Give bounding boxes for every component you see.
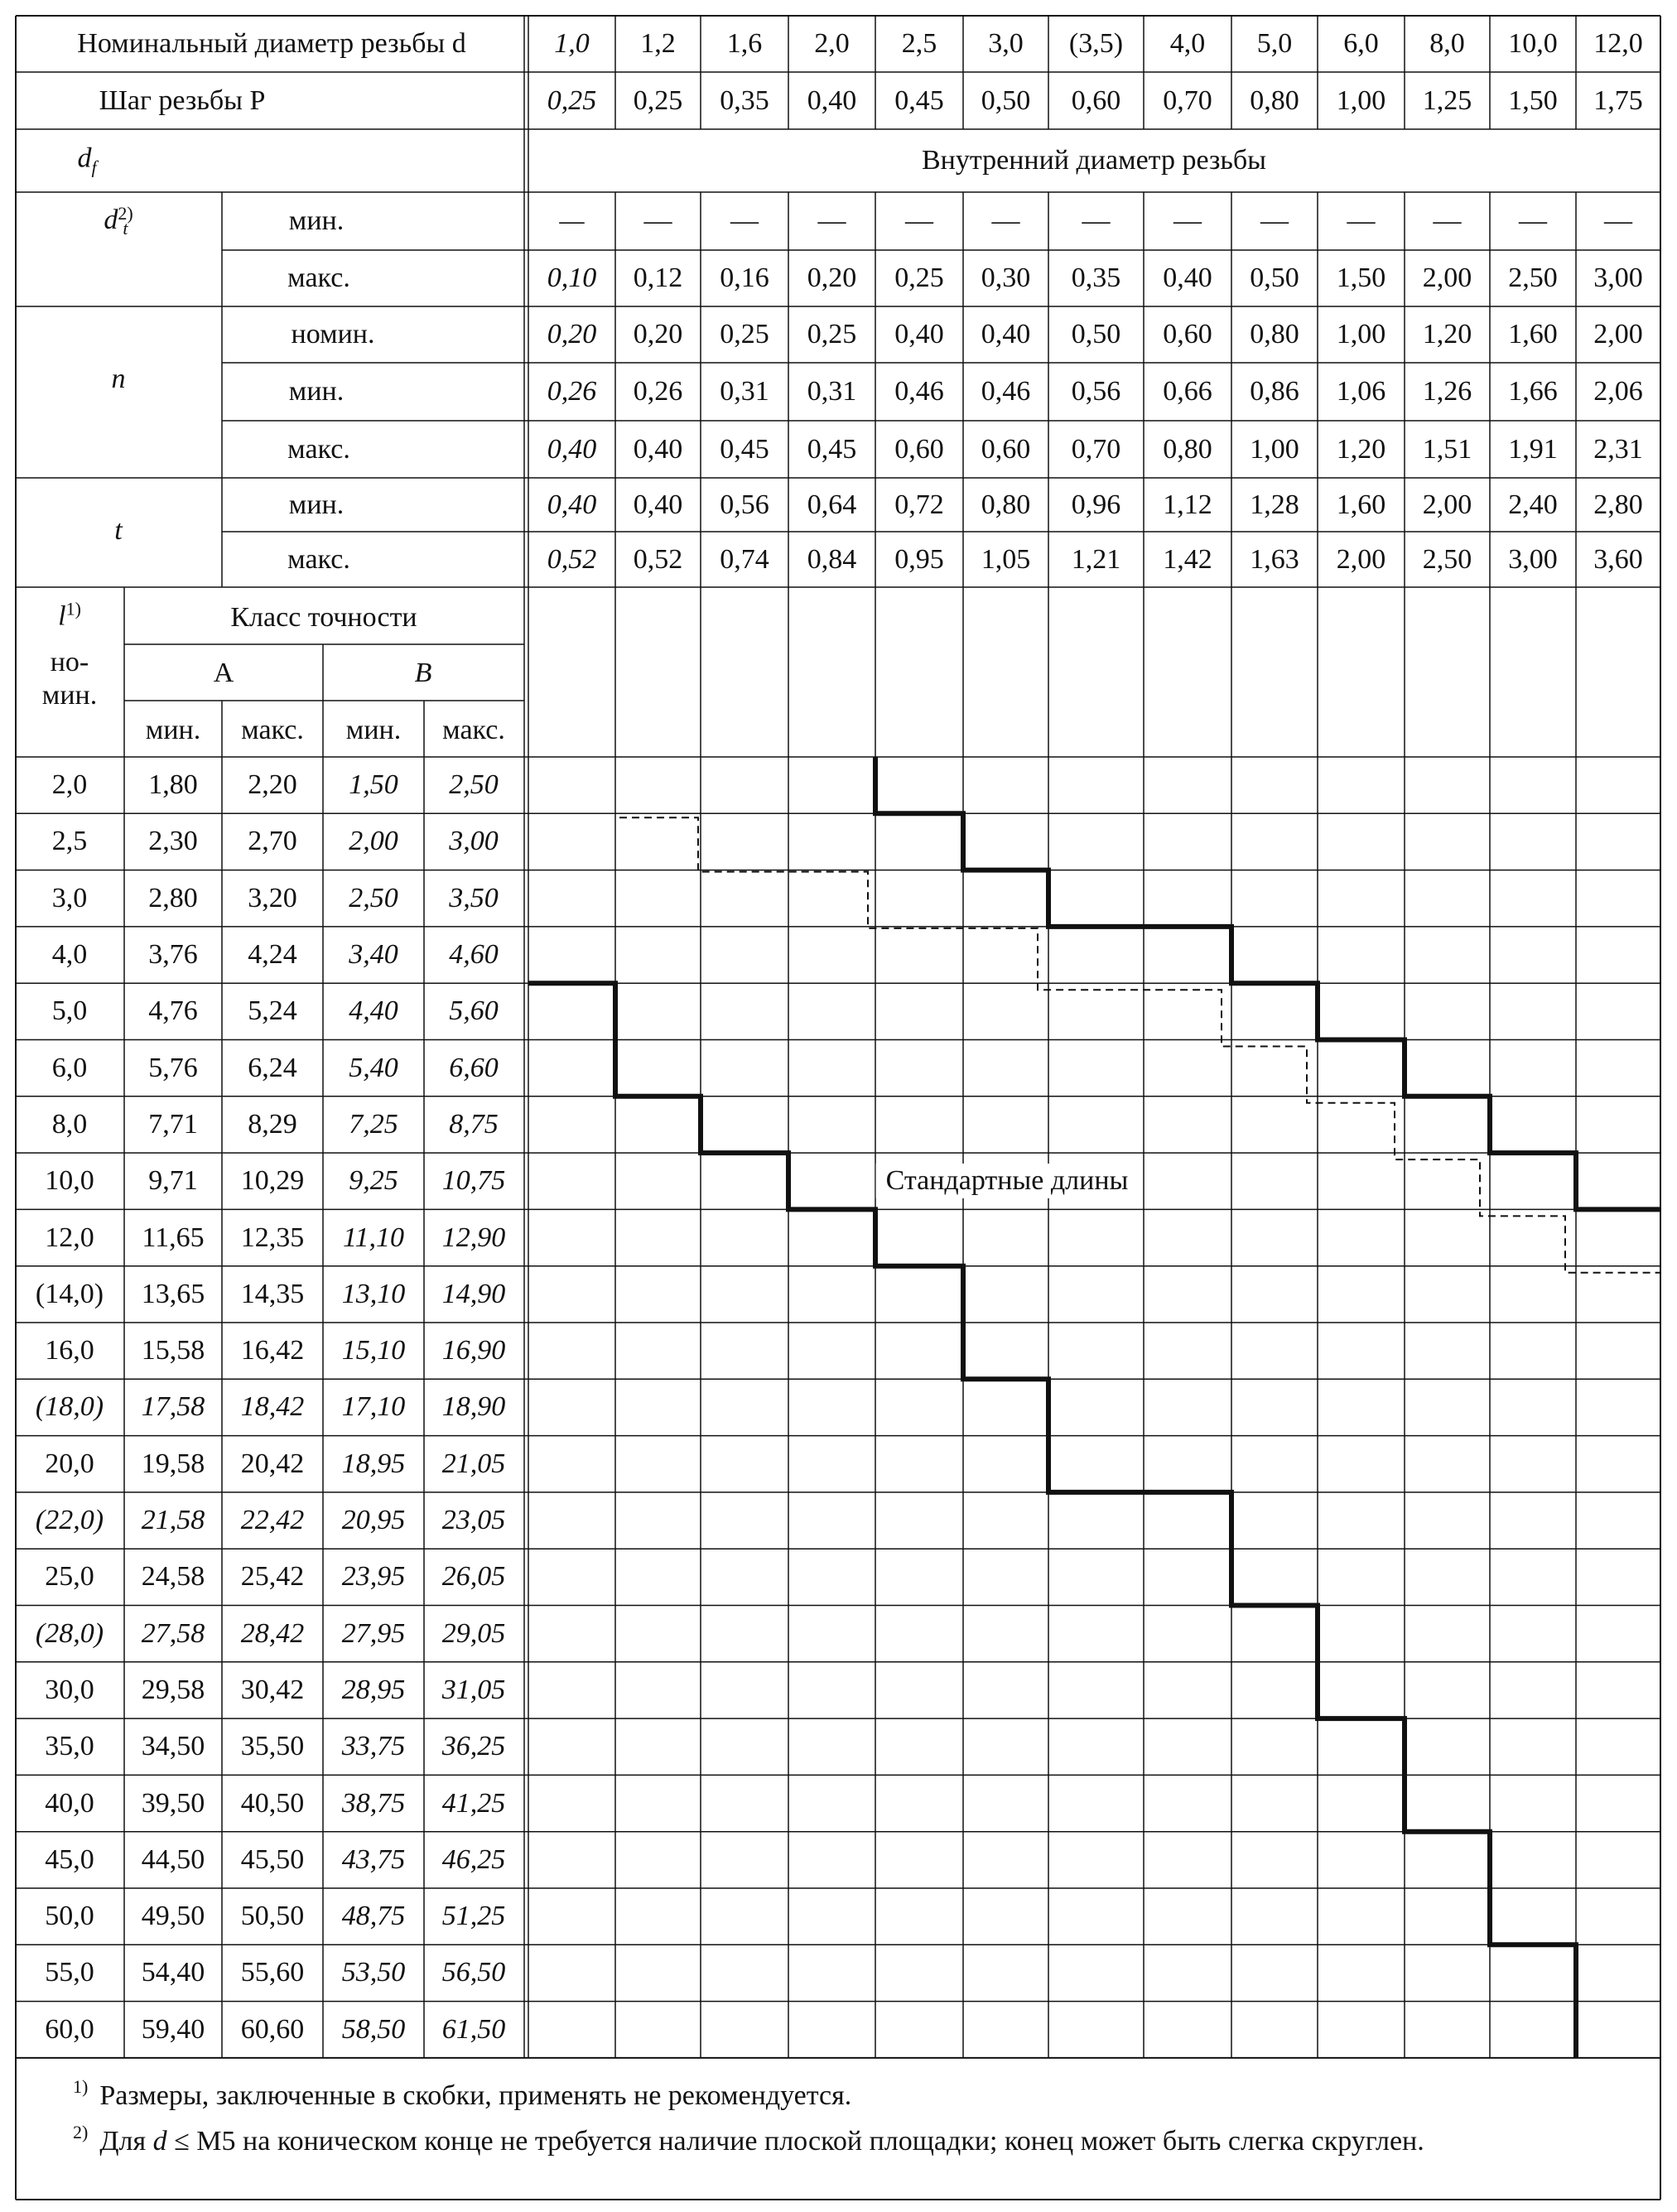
n-max-cell-12: 2,31: [1593, 434, 1643, 465]
t-min-cell-4: 0,72: [894, 489, 944, 520]
length-a-min-11: 17,58: [141, 1391, 205, 1423]
t-max-cell-7: 1,42: [1163, 544, 1212, 575]
t-min-cell-6: 0,96: [1071, 489, 1121, 520]
t-min-cell-5: 0,80: [981, 489, 1031, 520]
n-max-cell-3: 0,45: [807, 434, 857, 465]
pitches-cell-4: 0,45: [894, 85, 944, 116]
n-min-cell-4: 0,46: [894, 376, 944, 407]
dt-max-cell-6: 0,35: [1071, 263, 1121, 293]
dt-min-cell-8: —: [1260, 205, 1289, 236]
t-label: t: [114, 515, 123, 546]
n-max-cell-0: 0,40: [547, 434, 597, 465]
n-max-cell-10: 1,51: [1422, 434, 1472, 465]
dt-max-cell-5: 0,30: [981, 263, 1031, 293]
length-b-min-15: 27,95: [341, 1617, 406, 1649]
n-min-cell-11: 1,66: [1508, 376, 1558, 407]
footnote-1-text: Размеры, заключенные в скобки, применять не рекомендуется.: [99, 2080, 852, 2111]
t-max-cell-3: 0,84: [807, 544, 857, 575]
n-nom-cell-2: 0,25: [720, 319, 769, 349]
length-b-min-12: 18,95: [341, 1448, 406, 1479]
length-a-max-15: 28,42: [240, 1617, 305, 1649]
df-value: Внутренний диаметр резьбы: [921, 145, 1267, 176]
length-b-max-19: 46,25: [441, 1843, 506, 1875]
n-max-cell-9: 1,20: [1336, 434, 1386, 465]
n-max-cell-1: 0,40: [633, 434, 683, 465]
n-max-cell-8: 1,00: [1250, 434, 1299, 465]
length-b-min-3: 3,40: [349, 939, 398, 971]
t-max-cell-5: 1,05: [981, 544, 1031, 575]
length-a-max-7: 10,29: [240, 1165, 305, 1197]
footnote-2: [23, 2114, 1659, 2160]
length-a-max-3: 4,24: [248, 939, 297, 971]
n-nom-cell-10: 1,20: [1422, 319, 1472, 349]
pitches-cell-10: 1,25: [1422, 85, 1472, 116]
length-b-min-16: 28,95: [341, 1674, 406, 1705]
df-label: $d_f$: [77, 142, 97, 178]
length-a-min-3: 3,76: [148, 939, 198, 971]
length-a-min-4: 4,76: [148, 995, 198, 1027]
length-a-max-20: 50,50: [240, 1901, 305, 1932]
dt-max-cell-10: 2,00: [1422, 263, 1472, 293]
length-a-min-5: 5,76: [148, 1052, 198, 1083]
length-b-max-0: 2,50: [449, 769, 499, 801]
length-nom-14: 25,0: [45, 1561, 94, 1593]
pitches-cell-1: 0,25: [633, 85, 683, 116]
length-nom-20: 50,0: [45, 1901, 94, 1932]
length-a-max-13: 22,42: [240, 1505, 305, 1536]
length-b-max-20: 51,25: [441, 1901, 506, 1932]
length-nom-2: 3,0: [51, 882, 88, 913]
length-a-min-16: 29,58: [141, 1674, 205, 1705]
length-b-min-19: 43,75: [341, 1843, 406, 1875]
length-b-min-13: 20,95: [341, 1505, 406, 1536]
pitches-cell-7: 0,70: [1163, 85, 1212, 116]
dt-max-cell-2: 0,16: [720, 263, 769, 293]
length-a-max-17: 35,50: [240, 1731, 305, 1762]
pitches-cell-12: 1,75: [1593, 85, 1643, 116]
t-min-cell-12: 2,80: [1593, 489, 1643, 520]
standard-length-lower-boundary: [528, 983, 1576, 2058]
dt-max-cell-12: 3,00: [1593, 263, 1643, 293]
length-nom-9: (14,0): [35, 1278, 104, 1309]
standard-lengths-label: Стандартные длины: [876, 1164, 1139, 1198]
length-b-max-10: 16,90: [441, 1335, 506, 1366]
t-max-cell-11: 3,00: [1508, 544, 1558, 575]
length-b-max-11: 18,90: [441, 1391, 506, 1423]
n-nom-cell-4: 0,40: [894, 319, 944, 349]
a-max-label: макс.: [241, 715, 304, 745]
length-b-min-7: 9,25: [349, 1165, 398, 1197]
length-b-min-2: 2,50: [349, 882, 398, 913]
n-nom-cell-0: 0,20: [547, 319, 597, 349]
length-b-max-4: 5,60: [449, 995, 499, 1027]
n-min-cell-8: 0,86: [1250, 376, 1299, 407]
accuracy-class-label: Класс точности: [230, 602, 417, 633]
n-max-cell-6: 0,70: [1071, 434, 1121, 465]
length-b-min-21: 53,50: [341, 1957, 406, 1988]
length-a-min-2: 2,80: [148, 882, 198, 913]
dt-max-cell-11: 2,50: [1508, 263, 1558, 293]
length-b-min-9: 13,10: [341, 1278, 406, 1309]
n-min-cell-9: 1,06: [1336, 376, 1386, 407]
n-min-label: мин.: [288, 376, 345, 407]
length-b-max-17: 36,25: [441, 1731, 506, 1762]
length-nom-0: 2,0: [51, 769, 88, 801]
dt-max-cell-0: 0,10: [547, 263, 597, 293]
t-min-cell-2: 0,56: [720, 489, 769, 520]
length-b-max-5: 6,60: [449, 1052, 499, 1083]
length-b-min-5: 5,40: [349, 1052, 398, 1083]
diameters-cell-10: 8,0: [1429, 28, 1465, 59]
dt-min-cell-9: —: [1347, 205, 1376, 236]
length-label: $l^{1)}$: [58, 598, 81, 632]
length-nom-11: (18,0): [35, 1391, 104, 1423]
n-nom-cell-1: 0,20: [633, 319, 683, 349]
dt-max-cell-1: 0,12: [633, 263, 683, 293]
pitches-cell-6: 0,60: [1071, 85, 1121, 116]
length-nom-1: 2,5: [51, 826, 88, 857]
dt-max-cell-7: 0,40: [1163, 263, 1212, 293]
length-nom-5: 6,0: [51, 1052, 88, 1083]
length-a-max-0: 2,20: [248, 769, 297, 801]
n-min-cell-12: 2,06: [1593, 376, 1643, 407]
length-b-min-17: 33,75: [341, 1731, 406, 1762]
t-max-cell-6: 1,21: [1071, 544, 1121, 575]
n-max-cell-7: 0,80: [1163, 434, 1212, 465]
length-b-max-1: 3,00: [449, 826, 499, 857]
dt-min-cell-12: —: [1604, 205, 1632, 236]
dt-label: d 2) t: [104, 203, 133, 239]
length-nom-18: 40,0: [45, 1787, 94, 1819]
length-b-max-14: 26,05: [441, 1561, 506, 1593]
t-min-cell-1: 0,40: [633, 489, 683, 520]
pitches-cell-3: 0,40: [807, 85, 857, 116]
dt-min-cell-10: —: [1433, 205, 1462, 236]
length-b-min-8: 11,10: [343, 1222, 404, 1253]
diameters-cell-4: 2,5: [901, 28, 937, 59]
dt-min-cell-0: —: [559, 205, 585, 236]
footnote-2-var: d: [152, 2126, 167, 2157]
a-min-label: мин.: [145, 715, 201, 745]
n-min-cell-5: 0,46: [981, 376, 1031, 407]
length-b-min-6: 7,25: [349, 1108, 398, 1140]
length-nom-7: 10,0: [45, 1165, 94, 1197]
t-min-cell-3: 0,64: [807, 489, 857, 520]
diameters-cell-7: 4,0: [1169, 28, 1206, 59]
t-min-cell-7: 1,12: [1163, 489, 1212, 520]
n-label: n: [111, 364, 126, 394]
length-nom-12: 20,0: [45, 1448, 94, 1479]
dt-min-cell-4: —: [905, 205, 933, 236]
length-b-max-13: 23,05: [441, 1505, 506, 1536]
length-b-max-22: 61,50: [441, 2013, 506, 2045]
dt-min-cell-1: —: [643, 205, 672, 236]
length-a-min-10: 15,58: [141, 1335, 205, 1366]
pitches-cell-2: 0,35: [720, 85, 769, 116]
length-a-min-20: 49,50: [141, 1901, 205, 1932]
length-a-min-12: 19,58: [141, 1448, 205, 1479]
n-nom-label: номин.: [291, 319, 375, 349]
dt-min-cell-2: —: [730, 205, 759, 236]
n-min-cell-6: 0,56: [1071, 376, 1121, 407]
length-nom-15: (28,0): [35, 1617, 104, 1649]
length-a-max-8: 12,35: [240, 1222, 305, 1253]
diameters-cell-2: 1,6: [726, 28, 763, 59]
dt-min-label: мин.: [288, 205, 345, 236]
n-nom-cell-8: 0,80: [1250, 319, 1299, 349]
t-max-cell-10: 2,50: [1422, 544, 1472, 575]
t-max-cell-12: 3,60: [1593, 544, 1643, 575]
length-nom-21: 55,0: [45, 1957, 94, 1988]
n-min-cell-2: 0,31: [720, 376, 769, 407]
n-nom-cell-9: 1,00: [1336, 319, 1386, 349]
diameters-cell-6: (3,5): [1068, 28, 1124, 59]
length-nom-line1: но-: [50, 647, 89, 677]
b-max-label: макс.: [442, 715, 505, 745]
diameters-cell-0: 1,0: [554, 28, 590, 59]
t-min-label: мин.: [288, 489, 345, 520]
dt-max-cell-8: 0,50: [1250, 263, 1299, 293]
length-a-max-19: 45,50: [240, 1843, 305, 1875]
length-a-min-22: 59,40: [141, 2013, 205, 2045]
length-b-max-21: 56,50: [441, 1957, 506, 1988]
n-max-label: макс.: [287, 434, 350, 465]
length-a-max-6: 8,29: [248, 1108, 297, 1140]
b-min-label: мин.: [345, 715, 402, 745]
length-a-min-19: 44,50: [141, 1843, 205, 1875]
length-b-max-18: 41,25: [441, 1787, 506, 1819]
diameters-cell-1: 1,2: [640, 28, 676, 59]
nominal-diameter-label: Номинальный диаметр резьбы d: [77, 28, 466, 59]
length-nom-3: 4,0: [51, 939, 88, 971]
footnote-2-text-post: ≤ М5 на коническом конце не требуется наличие плоской площадки; конец может быть слегка скруглен.: [166, 2126, 1424, 2157]
length-nom-10: 16,0: [45, 1335, 94, 1366]
length-a-max-4: 5,24: [248, 995, 297, 1027]
length-a-min-18: 39,50: [141, 1787, 205, 1819]
dt-min-cell-6: —: [1082, 205, 1111, 236]
n-nom-cell-12: 2,00: [1593, 319, 1643, 349]
diameters-cell-3: 2,0: [814, 28, 850, 59]
length-b-max-12: 21,05: [441, 1448, 506, 1479]
length-b-max-9: 14,90: [441, 1278, 506, 1309]
length-a-max-12: 20,42: [240, 1448, 305, 1479]
class-a-label: А: [213, 658, 234, 688]
length-a-max-16: 30,42: [240, 1674, 305, 1705]
length-b-min-1: 2,00: [349, 826, 398, 857]
length-b-min-20: 48,75: [341, 1901, 406, 1932]
diameters-cell-5: 3,0: [988, 28, 1024, 59]
n-max-cell-11: 1,91: [1508, 434, 1558, 465]
length-a-min-17: 34,50: [141, 1731, 205, 1762]
t-min-cell-9: 1,60: [1336, 489, 1386, 520]
length-a-max-18: 40,50: [240, 1787, 305, 1819]
pitches-cell-8: 0,80: [1250, 85, 1299, 116]
length-a-min-13: 21,58: [141, 1505, 205, 1536]
length-nom-8: 12,0: [45, 1222, 94, 1253]
n-nom-cell-6: 0,50: [1071, 319, 1121, 349]
length-b-max-7: 10,75: [441, 1165, 506, 1197]
n-nom-cell-5: 0,40: [981, 319, 1031, 349]
length-nom-4: 5,0: [51, 995, 88, 1027]
length-b-min-0: 1,50: [349, 769, 398, 801]
thread-pitch-label: Шаг резьбы P: [99, 85, 266, 116]
length-b-min-22: 58,50: [341, 2013, 406, 2045]
diameters-cell-9: 6,0: [1343, 28, 1379, 59]
diameters-cell-11: 10,0: [1508, 28, 1558, 59]
class-b-label: B: [414, 658, 432, 688]
n-max-cell-2: 0,45: [720, 434, 769, 465]
t-max-cell-9: 2,00: [1336, 544, 1386, 575]
length-nom-22: 60,0: [45, 2013, 94, 2045]
dt-min-cell-7: —: [1173, 205, 1202, 236]
t-max-cell-0: 0,52: [547, 544, 597, 575]
pitches-cell-9: 1,00: [1336, 85, 1386, 116]
length-a-min-1: 2,30: [148, 826, 198, 857]
t-min-cell-11: 2,40: [1508, 489, 1558, 520]
length-a-min-8: 11,65: [142, 1222, 205, 1253]
diameters-cell-12: 12,0: [1593, 28, 1643, 59]
footnote-1: [23, 2069, 1659, 2114]
length-a-max-2: 3,20: [248, 882, 297, 913]
length-nom-13: (22,0): [35, 1505, 104, 1536]
length-a-min-9: 13,65: [141, 1278, 205, 1309]
length-b-max-3: 4,60: [449, 939, 499, 971]
n-nom-cell-3: 0,25: [807, 319, 857, 349]
n-max-cell-5: 0,60: [981, 434, 1031, 465]
n-min-cell-10: 1,26: [1422, 376, 1472, 407]
length-b-min-14: 23,95: [341, 1561, 406, 1593]
length-a-max-10: 16,42: [240, 1335, 305, 1366]
diameters-cell-8: 5,0: [1256, 28, 1293, 59]
length-a-max-21: 55,60: [240, 1957, 305, 1988]
standard-length-dashed-boundary: [619, 817, 1660, 1272]
length-a-min-0: 1,80: [148, 769, 198, 801]
length-a-min-6: 7,71: [148, 1108, 198, 1140]
pitches-cell-11: 1,50: [1508, 85, 1558, 116]
footnote-1-mark: 1): [73, 2076, 89, 2097]
t-max-cell-1: 0,52: [633, 544, 683, 575]
dt-max-cell-3: 0,20: [807, 263, 857, 293]
length-nom-17: 35,0: [45, 1731, 94, 1762]
dt-min-cell-5: —: [991, 205, 1020, 236]
pitches-cell-5: 0,50: [981, 85, 1031, 116]
length-a-max-22: 60,60: [240, 2013, 305, 2045]
n-min-cell-1: 0,26: [633, 376, 683, 407]
length-b-max-6: 8,75: [449, 1108, 499, 1140]
footnote-2-mark: 2): [73, 2122, 89, 2142]
t-min-cell-0: 0,40: [547, 489, 597, 520]
length-a-min-14: 24,58: [141, 1561, 205, 1593]
n-nom-cell-7: 0,60: [1163, 319, 1212, 349]
footnotes: [23, 2069, 1659, 2160]
t-min-cell-8: 1,28: [1250, 489, 1299, 520]
length-nom-16: 30,0: [45, 1674, 94, 1705]
length-a-max-14: 25,42: [240, 1561, 305, 1593]
length-b-max-2: 3,50: [449, 882, 499, 913]
length-a-min-7: 9,71: [148, 1165, 198, 1197]
length-nom-line2: мин.: [41, 680, 98, 711]
t-max-cell-2: 0,74: [720, 544, 769, 575]
length-a-max-9: 14,35: [240, 1278, 305, 1309]
length-nom-19: 45,0: [45, 1843, 94, 1875]
footnote-2-text-pre: Для: [99, 2126, 153, 2157]
length-b-min-18: 38,75: [341, 1787, 406, 1819]
pitches-cell-0: 0,25: [547, 85, 597, 116]
t-max-label: макс.: [287, 544, 350, 575]
t-min-cell-10: 2,00: [1422, 489, 1472, 520]
t-max-cell-4: 0,95: [894, 544, 944, 575]
n-min-cell-0: 0,26: [547, 376, 597, 407]
n-min-cell-3: 0,31: [807, 376, 857, 407]
dt-min-cell-11: —: [1519, 205, 1547, 236]
length-a-min-21: 54,40: [141, 1957, 205, 1988]
length-b-max-16: 31,05: [441, 1674, 506, 1705]
t-max-cell-8: 1,63: [1250, 544, 1299, 575]
n-max-cell-4: 0,60: [894, 434, 944, 465]
length-a-max-5: 6,24: [248, 1052, 297, 1083]
dt-max-label: макс.: [287, 263, 350, 293]
n-min-cell-7: 0,66: [1163, 376, 1212, 407]
length-b-min-10: 15,10: [341, 1335, 406, 1366]
length-a-min-15: 27,58: [141, 1617, 205, 1649]
dt-min-cell-3: —: [817, 205, 846, 236]
length-a-max-11: 18,42: [240, 1391, 305, 1423]
dt-max-cell-4: 0,25: [894, 263, 944, 293]
length-b-max-8: 12,90: [441, 1222, 506, 1253]
dt-max-cell-9: 1,50: [1336, 263, 1386, 293]
length-b-max-15: 29,05: [441, 1617, 506, 1649]
length-nom-6: 8,0: [51, 1108, 88, 1140]
length-b-min-11: 17,10: [341, 1391, 406, 1423]
n-nom-cell-11: 1,60: [1508, 319, 1558, 349]
length-a-max-1: 2,70: [248, 826, 297, 857]
length-b-min-4: 4,40: [349, 995, 398, 1027]
